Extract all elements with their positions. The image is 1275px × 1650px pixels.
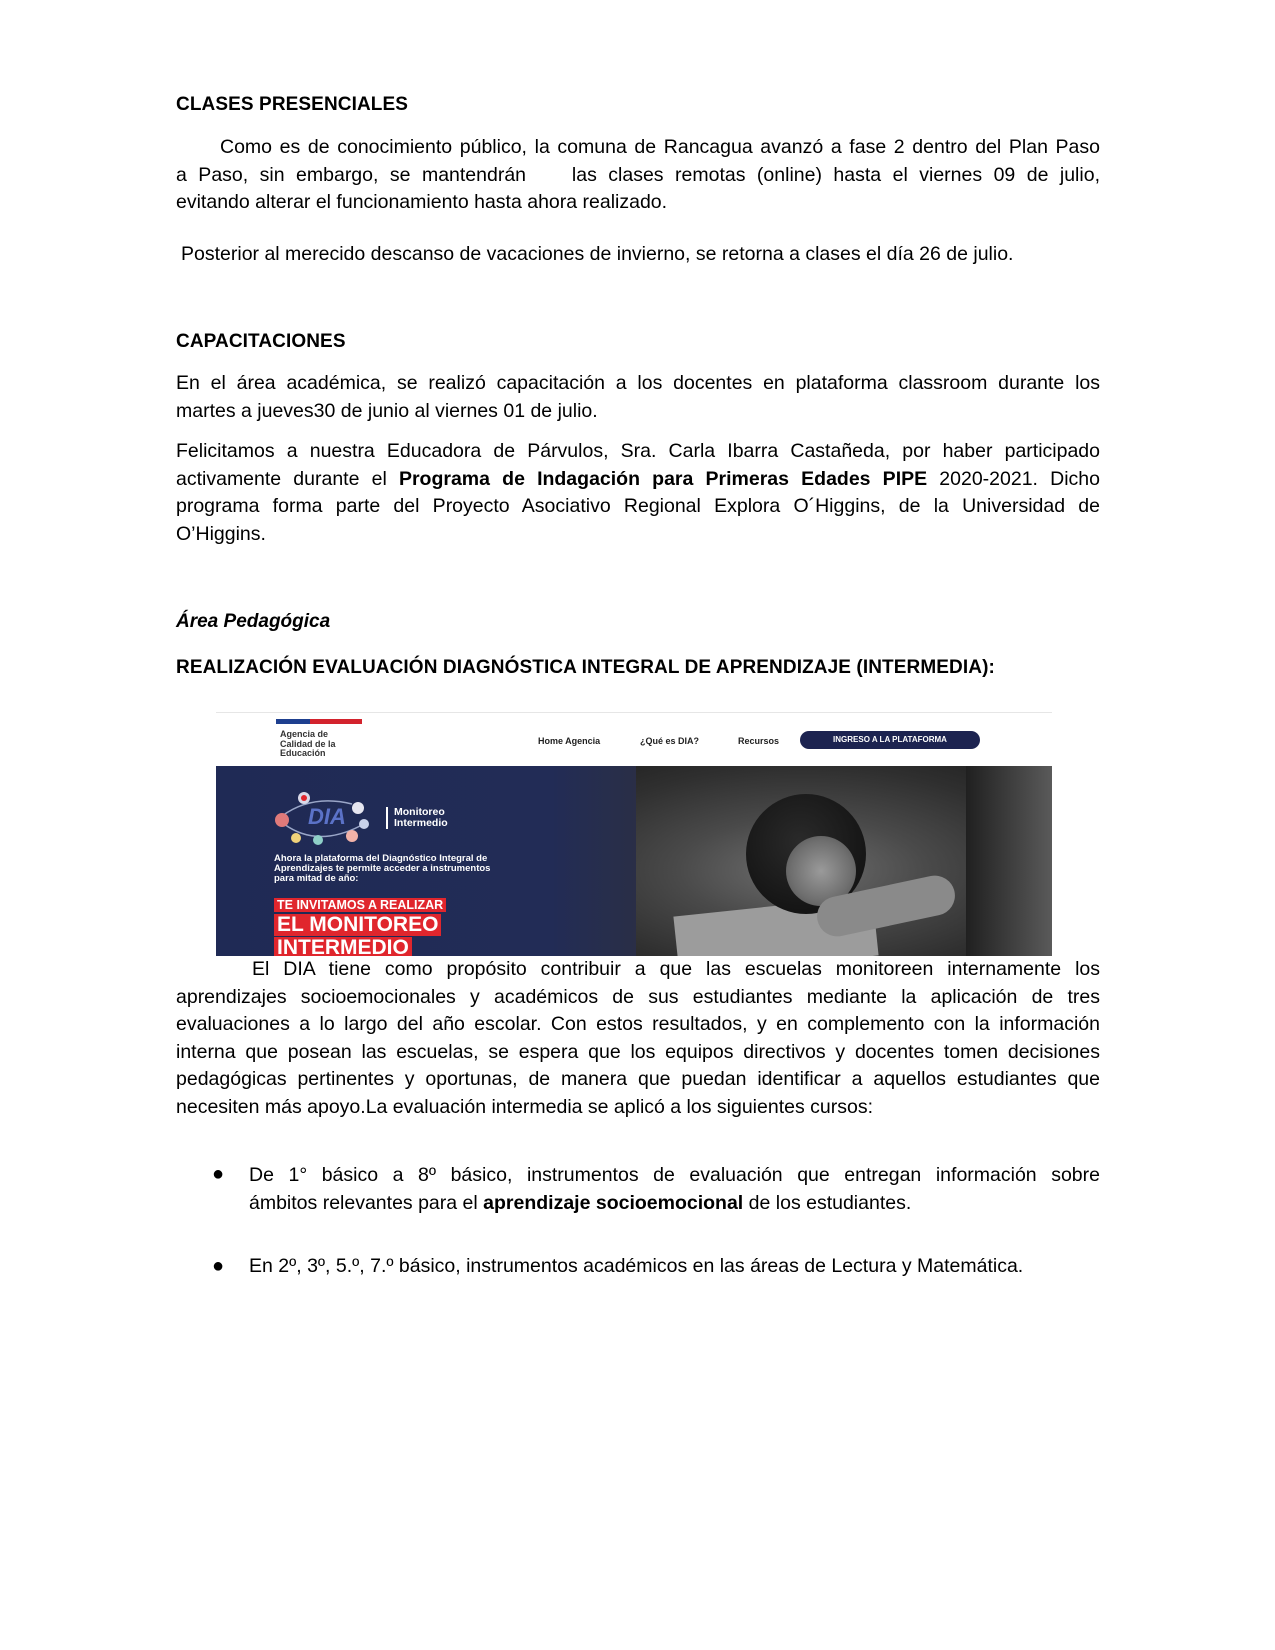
heading-dia-evaluacion: REALIZACIÓN EVALUACIÓN DIAGNÓSTICA INTEGRAL DE APRENDIZAJE (INTERMEDIA):	[176, 657, 995, 678]
paragraph-line: martes a jueves30 de junio al viernes 01 de julio.	[176, 399, 598, 422]
paragraph-line	[176, 466, 1100, 494]
paragraph-line: evitando alterar el funcionamiento hasta ahora realizado.	[176, 191, 668, 213]
description-line: Aprendizajes te permite acceder a instrumentos	[274, 863, 491, 874]
invite-text: TE INVITAMOS A REALIZAR	[274, 898, 446, 912]
banner-header	[216, 712, 1052, 767]
description-line: para mitad de año:	[274, 873, 359, 884]
paragraph-line: a Paso, sin embargo, se mantendrán las clases remotas (online) hasta el viernes 09 de julio,	[176, 163, 1100, 186]
bullet-icon: ●	[212, 1163, 225, 1185]
heading-area-pedagogica: Área Pedagógica	[176, 611, 331, 632]
text-run: 2020-2021. Dicho	[939, 467, 1100, 490]
dia-banner-image	[216, 712, 1052, 956]
paragraph-line: O’Higgins.	[176, 522, 266, 545]
bullet-icon: ●	[212, 1255, 225, 1277]
paragraph-line: necesiten más apoyo.La evaluación intermedia se aplicó a los siguientes cursos:	[176, 1095, 873, 1118]
dia-logo-text: DIA	[308, 804, 346, 829]
text-run: activamente durante el	[176, 467, 387, 490]
paragraph-line: Felicitamos a nuestra Educadora de Párvulos, Sra. Carla Ibarra Castañeda, por haber participado	[176, 440, 1100, 462]
banner-hero	[216, 766, 1052, 956]
nav-home-agencia: Home Agencia	[538, 736, 601, 746]
agency-logo-text	[280, 730, 370, 759]
paragraph-line: El DIA tiene como propósito contribuir a que las escuelas monitoreen internamente los	[252, 958, 1100, 980]
paragraph-line: En el área académica, se realizó capacitación a los docentes en plataforma classroom durante los	[176, 372, 1100, 394]
monitoreo-line: Monitoreo	[394, 806, 445, 818]
bold-socioemocional: aprendizaje socioemocional	[483, 1191, 744, 1214]
paragraph-line: pedagógicas pertinentes y oportunas, de manera que puedan identificar a aquellos estudiantes que	[176, 1068, 1100, 1090]
description-line: Ahora la plataforma del Diagnóstico Integral de	[274, 853, 488, 864]
text-run: de los estudiantes.	[748, 1191, 912, 1214]
student-photo	[636, 766, 1052, 956]
agency-line: Agencia de	[280, 729, 329, 739]
bold-program-name: Programa de Indagación para Primeras Edades PIPE	[398, 467, 928, 490]
nav-recursos: Recursos	[738, 736, 780, 746]
banner-description	[274, 854, 604, 884]
big-title-line-2: INTERMEDIO	[274, 937, 412, 956]
bullet-item-1	[249, 1162, 1100, 1217]
paragraph-line: aprendizajes socioemocionales y académicos de sus estudiantes mediante la aplicación de tres	[176, 985, 1100, 1008]
ingreso-plataforma-button: INGRESO A LA PLATAFORMA	[800, 731, 980, 749]
heading-clases-presenciales: CLASES PRESENCIALES	[176, 94, 409, 115]
paragraph-line: De 1° básico a 8º básico, instrumentos de evaluación que entregan información sobre	[249, 1164, 1100, 1186]
bullet-item-2: En 2º, 3º, 5.º, 7.º básico, instrumentos académicos en las áreas de Lectura y Matemática.	[249, 1255, 1024, 1277]
heading-capacitaciones: CAPACITACIONES	[176, 331, 346, 352]
paragraph-line	[249, 1190, 1100, 1218]
paragraph-clases-2: Posterior al merecido descanso de vacaciones de invierno, se retorna a clases el día 26 de julio.	[181, 243, 1014, 265]
paragraph-dia	[176, 956, 1100, 1121]
paragraph-capacitaciones-1	[176, 370, 1100, 425]
monitoreo-label	[386, 807, 448, 829]
text-run: ámbitos relevantes para el	[249, 1191, 478, 1214]
paragraph-line: programa forma parte del Proyecto Asociativo Regional Explora O´Higgins, de la Universidad de	[176, 495, 1100, 517]
dia-logo-icon	[272, 786, 382, 846]
paragraph-capacitaciones-2	[176, 438, 1100, 548]
agency-line: Calidad de la	[280, 738, 336, 749]
agency-line: Educación	[280, 748, 326, 758]
big-title-line-1: EL MONITOREO	[274, 914, 441, 936]
paragraph-line: interna que posean las escuelas, se espera que los equipos directivos y docentes tomen decisiones	[176, 1040, 1100, 1063]
nav-que-es-dia: ¿Qué es DIA?	[640, 736, 700, 746]
monitoreo-line: Intermedio	[394, 817, 448, 829]
agency-flag-bar	[276, 719, 362, 724]
paragraph-clases-1	[176, 134, 1100, 217]
paragraph-line: evaluaciones a lo largo del año escolar. Con estos resultados, y en complemento con la información	[176, 1013, 1100, 1035]
paragraph-line: Como es de conocimiento público, la comuna de Rancagua avanzó a fase 2 dentro del Plan Paso	[220, 136, 1100, 158]
